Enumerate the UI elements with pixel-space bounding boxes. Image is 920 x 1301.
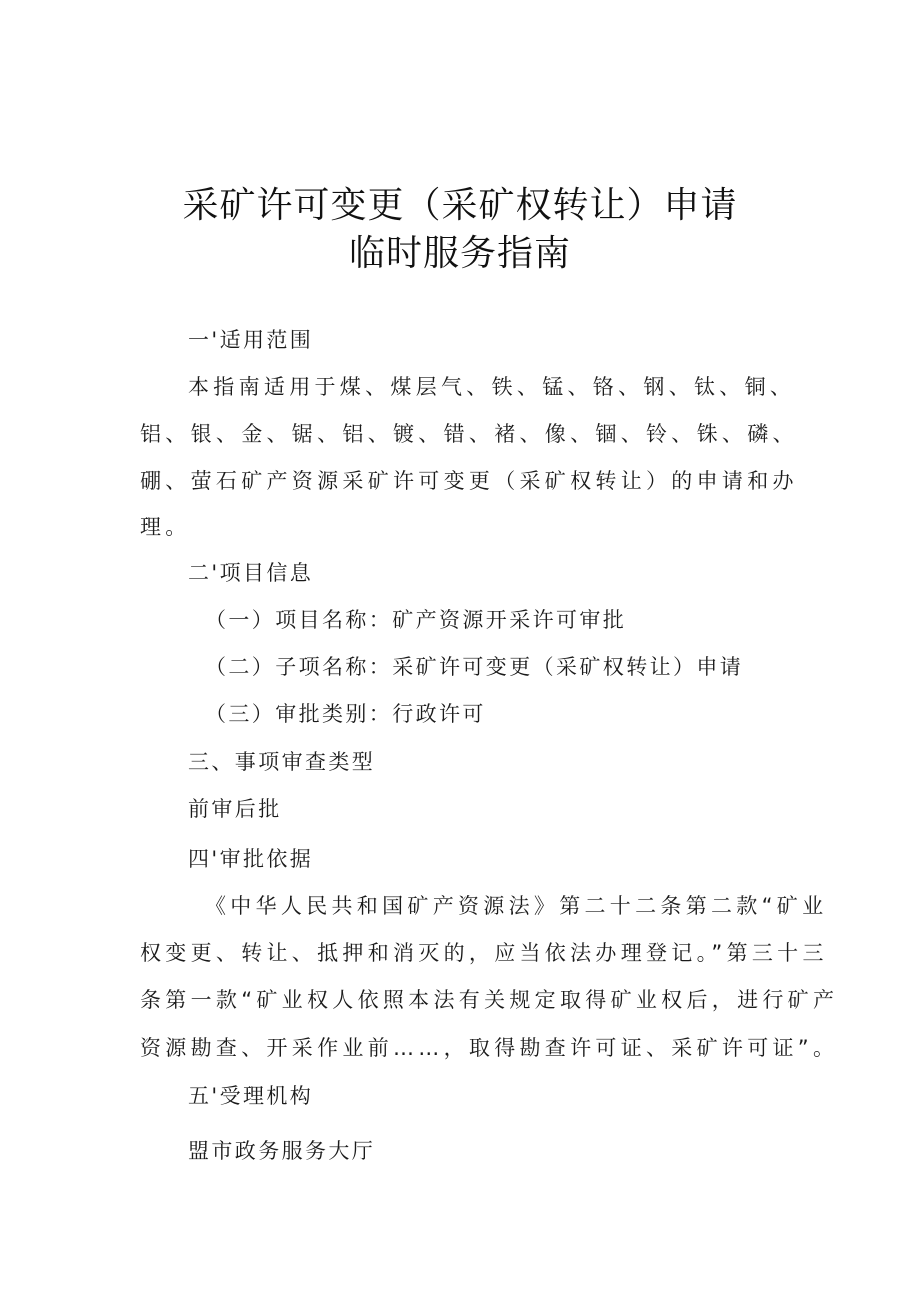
scope-paragraph-line: 铝、银、金、锯、铝、镀、错、褚、像、锢、铃、铢、磷、 — [140, 422, 798, 446]
basis-paragraph-line: 《中华人民共和国矿产资源法》第二十二条第二款“矿业 — [205, 894, 828, 918]
project-item-subitem: （二）子项名称：采矿许可变更（采矿权转让）申请 — [205, 655, 744, 679]
basis-paragraph-line: 权变更、转让、抵押和消灭的，应当依法办理登记。”第三十三 — [140, 941, 828, 965]
project-item-category: （三）审批类别：行政许可 — [205, 702, 486, 726]
section-heading-basis: 四'审批依据 — [188, 847, 314, 871]
scope-paragraph-line: 硼、萤石矿产资源采矿许可变更（采矿权转让）的申请和办 — [140, 469, 798, 493]
document-title-line-2: 临时服务指南 — [348, 233, 571, 274]
section-heading-scope: 一'适用范围 — [188, 328, 314, 352]
document-title-line-1: 采矿许可变更（采矿权转让）申请 — [182, 185, 738, 226]
basis-paragraph-line: 资源勘查、开采作业前……，取得勘查许可证、采矿许可证”。 — [140, 1036, 839, 1060]
scope-paragraph-line: 本指南适用于煤、煤层气、铁、锰、铬、钢、钛、铜、 — [188, 375, 796, 399]
section-heading-agency: 五'受理机构 — [188, 1084, 314, 1108]
project-item-name: （一）项目名称：矿产资源开采许可审批 — [205, 608, 627, 632]
scope-paragraph-line: 理。 — [140, 515, 191, 539]
review-type-value: 前审后批 — [188, 797, 282, 821]
section-heading-review-type: 三、事项审查类型 — [188, 750, 376, 774]
agency-value: 盟市政务服务大厅 — [188, 1139, 376, 1163]
section-heading-project: 二'项目信息 — [188, 561, 314, 585]
basis-paragraph-line: 条第一款“矿业权人依照本法有关规定取得矿业权后，进行矿产 — [140, 988, 839, 1012]
